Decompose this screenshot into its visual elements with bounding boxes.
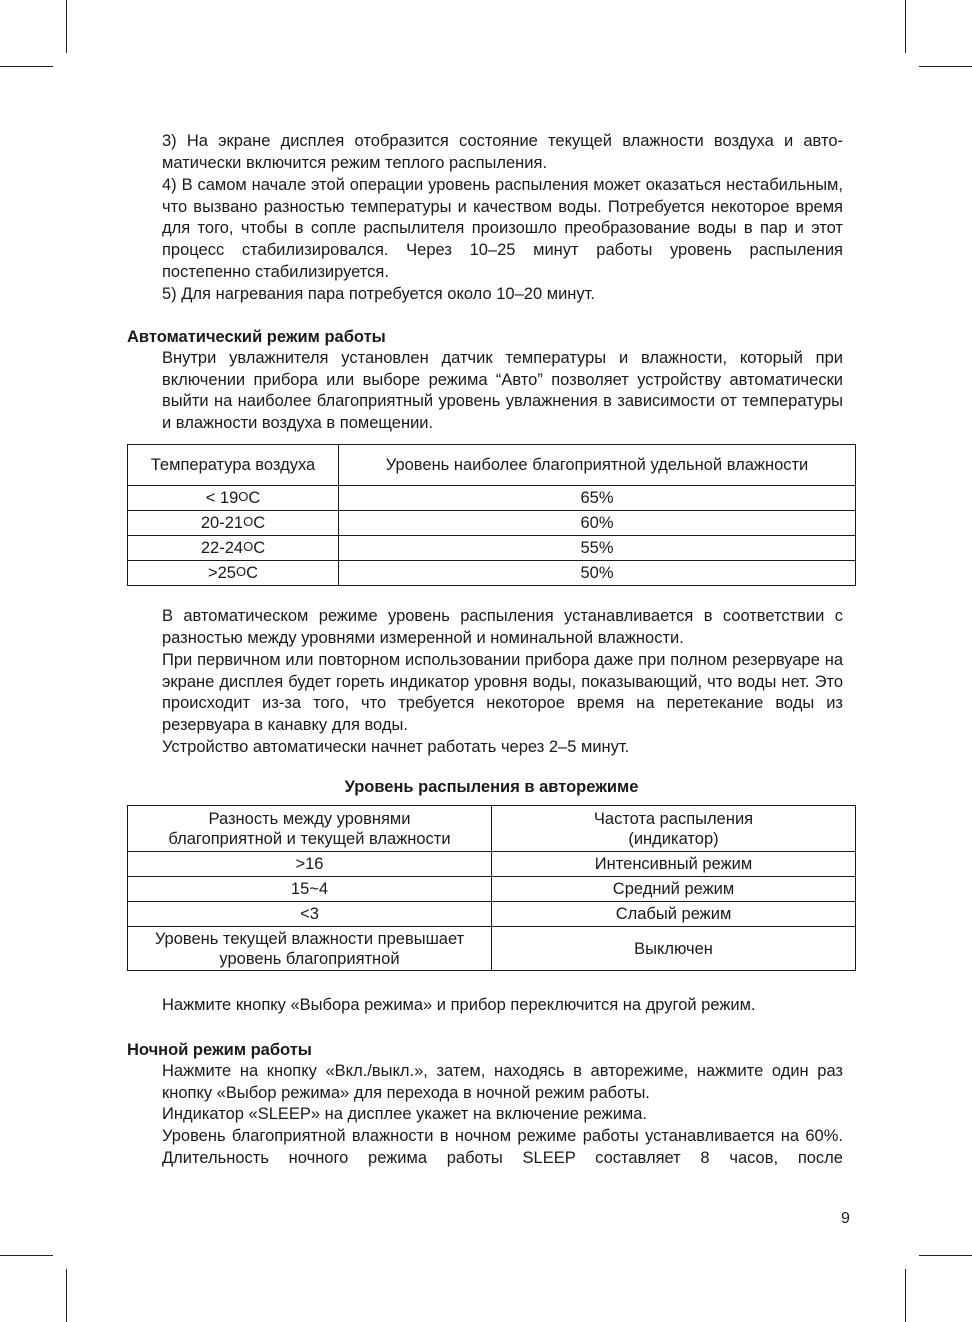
difference-cell: >16 [128,852,492,877]
spray-table-header-frequency: Частота распыления (индикатор) [492,806,856,852]
crop-mark-top-left-vertical [66,0,67,53]
difference-cell: Уровень текущей влажности превышает уровень благоприятной [128,927,492,971]
mode-cell: Слабый режим [492,902,856,927]
list-item-5: 5) Для нагревания пара потребуется около 10–20 минут. [162,285,595,303]
mode-cell: Средний режим [492,877,856,902]
humidity-table-header-humidity: Уровень наиболее благоприятной удельной влажности [339,445,856,486]
temperature-cell: $20-21^OC$ [128,511,339,536]
humidity-table [127,444,856,586]
spray-table-caption: Уровень распыления в авторежиме [344,778,639,796]
humidity-cell: 50% [339,561,856,586]
page-number: 9 [841,1210,850,1227]
crop-mark-top-right-horizontal [919,66,972,67]
degree-sign: O [243,538,254,554]
temperature-cell: < $19^OC$ [128,486,339,511]
degree-sign: O [243,513,254,529]
table-row [128,536,856,561]
humidity-table-header-temperature: Температура воздуха [128,445,339,486]
table-row [128,902,856,927]
degree-sign: O [235,563,247,579]
auto-mode-heading: Автоматический режим работы [127,328,386,346]
auto-mode-intro: Внутри увлажнителя установлен датчик температуры и влажности, который при включении прибора или выборе режима “Авто” позволяет устройству автоматически выйти на наиболее благоприятный уровень увлажнения в зависимости от температуры и влажности воздуха в помещении. [162,349,843,433]
auto-paragraph-3: Устройство автоматически начнет работать через 2–5 минут. [162,738,630,756]
humidity-table-header-row [128,445,856,486]
humidity-cell: 60% [339,511,856,536]
night-mode-paragraph-3: Уровень благоприятной влажности в ночном режиме работы устанавливается на 60%. Длительность ночного режима работы SLEEP составляет 8 часов, после [162,1127,843,1167]
crop-mark-top-right-vertical [905,0,906,53]
night-mode-paragraph-1: Нажмите на кнопку «Вкл./выкл.», затем, находясь в авторежиме, нажмите один раз кнопку «Выбор режима» для перехода в ночной режим работы. [162,1062,843,1102]
auto-paragraph-2: При первичном или повторном использовании прибора даже при полном резервуаре на экране дисплея будет гореть индикатор уровня воды, показывающий, что воды нет. Это происходит из-за того, что требуется некоторое время на перетекание воды из резервуара в канавку для воды. [162,651,843,735]
list-item-3: 3) На экране дисплея отобразится состояние текущей влажности воздуха и автоматически включится режим теплого распыления. [162,132,843,172]
crop-mark-top-left-horizontal [0,66,53,67]
crop-mark-bottom-right-vertical [905,1269,906,1322]
temperature-cell: $>25^OC$ [128,561,339,586]
temperature-cell: $22-24^OC$ [128,536,339,561]
humidity-cell: 65% [339,486,856,511]
crop-mark-bottom-right-horizontal [919,1255,972,1256]
list-item-4: 4) В самом начале этой операции уровень распыления может оказаться нестабильным, что вызвано разностью температуры и качеством воды. Потребуется некоторое время для того, чтобы в сопле распылителя произошло преобразование воды в пар и этот процесс стабилизировался. Через 10–25 минут работы уровень распыления постепенно стабилизируется. [162,176,843,281]
spray-table-header-difference: Разность между уровнями благоприятной и текущей влажности [128,806,492,852]
mode-switch-text: Нажмите кнопку «Выбора режима» и прибор переключится на другой режим. [162,996,756,1014]
degree-sign: O [238,488,249,504]
table-row [128,927,856,971]
crop-mark-bottom-left-horizontal [0,1255,53,1256]
humidity-cell: 55% [339,536,856,561]
night-mode-heading: Ночной режим работы [127,1041,312,1059]
crop-mark-bottom-left-vertical [66,1269,67,1322]
mode-cell: Интенсивный режим [492,852,856,877]
table-row [128,561,856,586]
night-mode-paragraph-2: Индикатор «SLEEP» на дисплее укажет на включение режима. [162,1105,648,1123]
spray-table-header-row [128,806,856,852]
table-row [128,486,856,511]
table-row [128,511,856,536]
difference-cell: <3 [128,902,492,927]
difference-cell: 15~4 [128,877,492,902]
mode-cell: Выключен [492,927,856,971]
spray-level-table [127,805,856,971]
table-row [128,877,856,902]
auto-paragraph-1: В автоматическом режиме уровень распыления устанавливается в соответствии с разностью между уровнями измеренной и номинальной влажности. [162,607,843,647]
table-row [128,852,856,877]
